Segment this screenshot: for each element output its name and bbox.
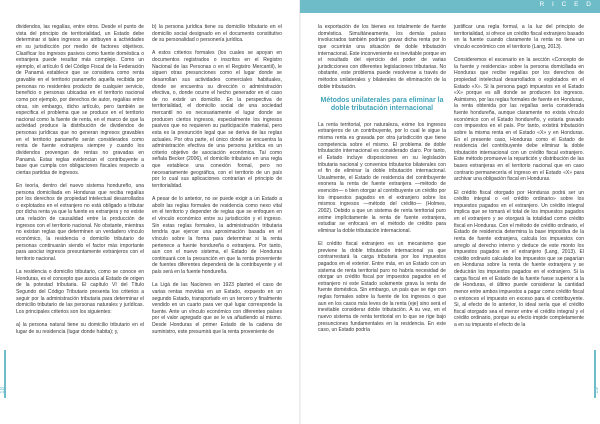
paragraph: En teoría, dentro del nuevo sistema hondureño, una persona domiciliada en Honduras que reciba regalías por los derechos de propiedad intelectual desarrollados o explotados en el extranjero no está obligado a tributar por dicha renta ya que la fuente es extranjera y no existe una relación de causalidad entre la producción de ingresos con el territorio nacional. No obstante, mientras no existan reglas que determinen un verdadero vínculo económico, la residencia o domicilio tributario de personas continuarán siendo el factor más importante para asociar ingresos presuntamente extranjeros con el territorio nacional. xyxy=(16,182,144,262)
right-column-1 xyxy=(318,24,446,340)
paragraph: A pesar de lo anterior, no se puede exigir a un Estado a abolir las reglas formales de residencia como nexo vital en el territorio y depender de reglas que se enfoquen en el vínculo económico entre su jurisdicción y el ingreso. Sin estas reglas formales, la administración tributaria tendría que ejercer una aproximación basada en el vínculo sobre la forma para determinar si la renta pertenece a fuente hondureña o extranjera. Por tanto, aun con el nuevo sistema, el Estado de Honduras continuará con la presunción en que la renta proveniente de fuentes diferentes dependerá de la contribuyente y el país será en la fuente hondureña. xyxy=(152,196,282,276)
paragraph: El crédito fiscal otorgado por Honduras podrá ser un crédito integral o «el crédito ordinario» sobre los impuestos pagados en el extranjero. Un crédito integral implica que se tomará el total de los impuestos pagados en el extranjero y se otorgará la totalidad como crédito fiscal en Honduras. Con el método de crédito ordinario, el Estado de residencia determina la base impositiva de la renta de fuente extranjera, calcula los impuestos con arreglo al derecho interno y deduce de este monto los impuestos pagados en el extranjero (Lang, 2013). El crédito ordinario calculado los impuestos que se pagarían en Honduras sobre la renta de fuente extranjera y se deducirán los impuestos pagados en el extranjero. Si la carga fiscal en el Estado de la fuente fuese superior a la de Honduras, el último puede considerar la cantidad menor entre ambos impuestos a pagar como crédito fiscal o entonces el impuesto en exceso para el contribuyente. Si, al efecto de lo anterior, lo ideal sería que el crédito fiscal otorgado sea el menor entre el crédito integral y el crédito ordinario, porque su efecto impide completamente a en su impuesto el efecto de la xyxy=(454,189,584,329)
paragraph: Consideremos el escenario en la sección «Concepto de la fuente y residencia» sobre la persona domiciliada en Honduras que recibe regalías por los derechos de propiedad intelectual desarrollados o explotados en el Estado «X». Si la persona pagó impuestos en el Estado «X» porque es allí donde se producen los ingresos. Asimismo, por las reglas formales de fuente en Honduras, la renta obtenida por las regalías sería considerada fuente hondureña, aunque claramente no exista vínculo económico con el Estado hondureño, y estaría gravado con impuestos en el país. Por tanto, existirá tributación sobre la misma renta en el Estado «X» y en Honduras. En el presente caso, Honduras como el Estado de residencia del contribuyente debe eliminar la doble tributación internacional con un crédito fiscal extranjero. Este método promueve la repartición y distribución de las bases extranjeras en el territorio nacional que en caso contrario permanecería el ingreso en el Estado «X» para archivar una obligación fiscal en Honduras. xyxy=(454,57,584,183)
right-column-2 xyxy=(454,24,584,335)
left-column-1 xyxy=(16,24,144,342)
paragraph: la exportación de los bienes es totalmente de fuente doméstica. Simultáneamente, los demás países involucrados también podrían gravar dicha renta por lo que ocurrirán una situación de doble tributación internacional. Este inconveniente es inevitable porque en el resultado del ejercicio del poder de varias jurisdicciones con diferentes legislaciones tributarias. No obstante, este problema puede resolverse a través de métodos unilaterales y bilaterales de eliminación de la doble tributación. xyxy=(318,24,446,90)
left-page-number: 18 xyxy=(0,387,6,394)
paragraph: a) la persona natural tiene su domicilio tributario en el lugar de su residencia (lugar donde habita); y, xyxy=(16,322,144,335)
paragraph: La renta territorial, por naturaleza, exime los ingresos extranjeros de un contribuyente, por lo cual le sigue la misma renta es gravada por otra jurisdicción que tiene competencia sobre el mismo. El problema de doble tributación internacional es considerado claro. Por tanto, el Estado incluye disposiciones en su legislación tributaria nacional y convenios tributarios bilaterales con el fin de eliminar la doble tributación internacional. Usualmente, el Estado de residencia del contribuyente exonera la renta de fuente extranjera —método de exención— o bien otorgar al contribuyente un crédito por los impuestos pagados en el extranjero sobre los mismos ingresos —método del crédito— (Holmes, 2002). Debido a que un sistema de renta territorial puro exime implícitamente la renta de fuente extranjera, estudiar se enfocará en el método de crédito para eliminar la doble tributación internacional. xyxy=(318,121,446,234)
right-page-number: 19 xyxy=(594,387,600,394)
right-page xyxy=(300,0,600,424)
paragraph: justificar una regla formal, a la luz del principio de territorialidad, si ofrece un crédito fiscal extranjero basado en la fuente cuando claramente la renta no tiene un vínculo económico con el territorio (Lang, 2013). xyxy=(454,24,584,50)
paragraph: dividendos, las regalías, entre otros. Desde el punto de vista del principio de territorialidad, un Estado debe determinar si tales ingresos se atribuyen a actividades en su jurisdicción por medio de factores objetivos. Clasificar los ingresos pasivos como fuente doméstica o extranjera puede resultar más complejo. Como un ejemplo, el artículo 6 del Código Fiscal de la Federación de Panamá establece que se considera como renta gravable en el territorio panameño aquella recibida por personas no residentes producto de cualquier servicio, beneficio o personas ubicadas en el territorio nacional como por ejemplo, por derechos de autor, regalías entre otras, sin embargo, dicho artículo, pero también se especifica el problema que se produce en el territorio nacional como la fuente de renta, en el marco de que la actividad produce la distribución de dividendos de personas jurídicas que no generan ingresos gravables en el territorio panameño serán considerados como renta de fuente extranjera siempre y cuando los dividendos provengan de rentas no gravadas en Panamá. Estas reglas evidencian el contribuyente a base que cumpla con obligaciones fiscales respecto a ciertas partidas de ingresos. xyxy=(16,24,144,176)
paragraph: El crédito fiscal extranjero es un mecanismo que previene la doble tributación internacional ya que contrarrestará la carga tributaria por los impuestos pagados en el exterior. Entre más, en un Estado con un sistema de renta territorial puro no habría necesidad de otorgar un crédito fiscal por impuestos pagados en el extranjero ni este Estado solamente grava la renta de fuente doméstica. Sin embargo, un país que se rige con reglas formales sobre la fuente de los ingresos o que aun en los casos más leves de la renta (eje) sino será el inevitable considerar doble tributación. A su vez, en el nuevo sistema de renta territorial en lo que se rige bajo presunciones fundamentales en la residencia. En este caso, un Estado podría xyxy=(318,241,446,334)
paragraph: La Ligá de las Naciones en 1923 planteó el caso de varias rentas movidas en un Estado, expuesto en un segundo Estado, transportado en un tercero y finalmente vendido en un cuarto para ver qué lugar corresponde la fuente. Ante un vínculo económico con diferentes países por el valor agregado que se le va añadiendo al mismo. Desde Honduras el primer Estado de la cadena de suministro, este presumirá que la renta proveniente de xyxy=(152,282,282,335)
paragraph: b) la persona jurídica tiene su domicilio tributario en el domicilio social designado en el documento constitutivo de su personalidad o personería jurídica. xyxy=(152,24,282,44)
section-heading: Métodos unilaterales para eliminar la doble tributación internacional xyxy=(320,96,444,113)
right-column-1-top xyxy=(318,24,446,90)
paragraph: La residencia o domicilio tributario, como se conoce en Honduras, es el concepto que asocia al Estado de origen de la potestad tributaria. El capítulo VI del Título Segundo del Código Tributario presenta los criterios a seguir por la administración tributaria para determinar el domicilio tributario de las personas naturales y jurídicas. Los principales criterios son los siguientes: xyxy=(16,269,144,315)
paragraph: A estos criterios formales (los cuales se apoyan en documentos registrados o inscritos en el Registro Nacional de las Personas o en el Registro Mercantil), le siguen otras presunciones como el lugar donde se desarrollan sus actividades comerciales habituales, donde se encuentra su dirección o administración efectiva, o, donde ocurre el hecho generador en el caso de no existir un domicilio. En la perspectiva de territorialidad, el domicilio social de una sociedad mercantil no es necesariamente el lugar donde se producen ciertos ingresos, especialmente los ingresos pasivos que no requieren su participación material, pero esta es la presunción legal que se deriva de las reglas actuales. Por otra parte, el único donde se encuentra la administración efectiva de una persona jurídica es un criterio objetivo de asociación económica. Tal como señala Becker (2006), el domicilio tributario en una regla que establece una conexión formal, pero no necesariamente geográfica, con el territorio de un país por lo cual sus aplicaciones contrarían el principio de territorialidad. xyxy=(152,50,282,189)
journal-label: R I C E D xyxy=(539,1,594,8)
left-column-2 xyxy=(152,24,282,342)
right-column-1-body xyxy=(318,122,446,334)
